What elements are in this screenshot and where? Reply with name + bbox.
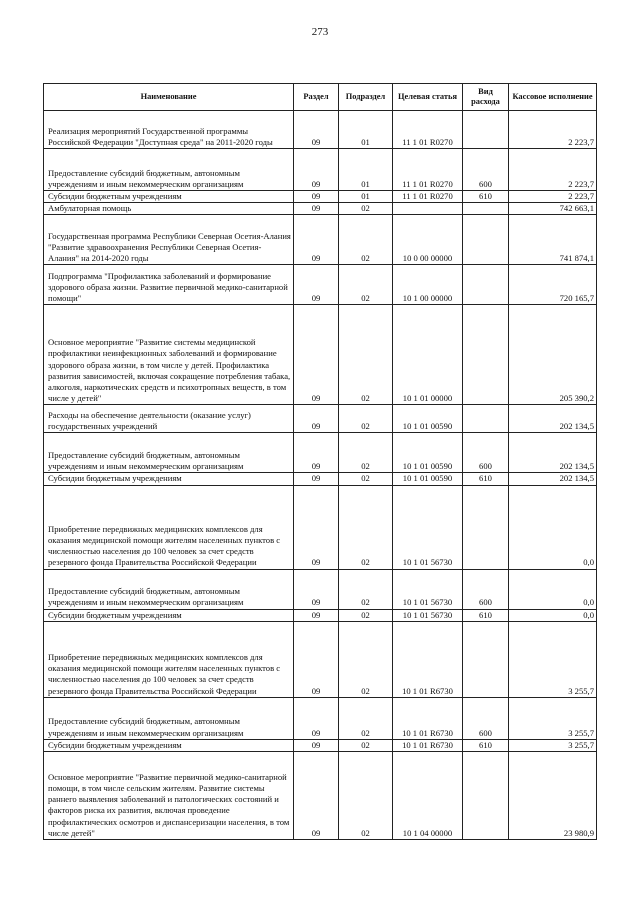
cell-podrazdel: 02	[339, 215, 393, 265]
cell-statya: 10 1 01 56730	[393, 485, 463, 569]
cell-vid	[463, 405, 509, 433]
table-row	[44, 191, 597, 203]
cell-vid	[463, 621, 509, 697]
cell-razdel: 09	[294, 621, 339, 697]
table-row	[44, 473, 597, 485]
cell-ispolnenie: 0,0	[509, 569, 597, 609]
cell-statya: 10 1 01 56730	[393, 569, 463, 609]
cell-razdel: 09	[294, 569, 339, 609]
cell-ispolnenie: 3 255,7	[509, 697, 597, 739]
header-ispolnenie: Кассовое исполнение	[509, 84, 597, 111]
cell-podrazdel: 01	[339, 191, 393, 203]
cell-ispolnenie: 205 390,2	[509, 305, 597, 405]
header-name: Наименование	[44, 84, 294, 111]
cell-ispolnenie: 2 223,7	[509, 149, 597, 191]
cell-vid	[463, 265, 509, 305]
cell-name: Предоставление субсидий бюджетным, автономным учреждениям и иным некоммерческим организациям	[44, 569, 294, 609]
cell-name: Основное мероприятие "Развитие первичной медико-санитарной помощи, в том числе сельским жителям. Развитие системы раннего выявления заболеваний и патологических состояний и факторов риска их развития, включая проведение профилактических осмотров и диспансеризации населения, в том числе детей"	[44, 752, 294, 840]
cell-vid	[463, 752, 509, 840]
cell-podrazdel: 02	[339, 697, 393, 739]
cell-name: Субсидии бюджетным учреждениям	[44, 739, 294, 751]
header-statya: Целевая статья	[393, 84, 463, 111]
cell-statya: 10 0 00 00000	[393, 215, 463, 265]
cell-vid: 610	[463, 609, 509, 621]
cell-razdel: 09	[294, 739, 339, 751]
cell-podrazdel: 01	[339, 149, 393, 191]
cell-statya: 10 1 01 R6730	[393, 621, 463, 697]
header-razdel: Раздел	[294, 84, 339, 111]
cell-name: Амбулаторная помощь	[44, 203, 294, 215]
cell-vid: 610	[463, 473, 509, 485]
cell-statya: 10 1 00 00000	[393, 265, 463, 305]
cell-razdel: 09	[294, 149, 339, 191]
cell-name: Субсидии бюджетным учреждениям	[44, 473, 294, 485]
cell-statya: 11 1 01 R0270	[393, 111, 463, 149]
cell-ispolnenie: 3 255,7	[509, 621, 597, 697]
cell-statya	[393, 203, 463, 215]
table-row	[44, 621, 597, 697]
cell-podrazdel: 02	[339, 405, 393, 433]
cell-podrazdel: 02	[339, 203, 393, 215]
cell-razdel: 09	[294, 191, 339, 203]
table-row	[44, 215, 597, 265]
cell-podrazdel: 01	[339, 111, 393, 149]
cell-podrazdel: 02	[339, 569, 393, 609]
table-row	[44, 305, 597, 405]
cell-podrazdel: 02	[339, 621, 393, 697]
table-row	[44, 265, 597, 305]
cell-vid: 610	[463, 739, 509, 751]
cell-razdel: 09	[294, 305, 339, 405]
cell-ispolnenie: 0,0	[509, 485, 597, 569]
cell-vid: 610	[463, 191, 509, 203]
table-row	[44, 609, 597, 621]
cell-name: Субсидии бюджетным учреждениям	[44, 191, 294, 203]
cell-razdel: 09	[294, 697, 339, 739]
cell-razdel: 09	[294, 752, 339, 840]
cell-podrazdel: 02	[339, 739, 393, 751]
cell-statya: 11 1 01 R0270	[393, 149, 463, 191]
table-row	[44, 433, 597, 473]
cell-podrazdel: 02	[339, 473, 393, 485]
cell-name: Реализация мероприятий Государственной программы Российской Федерации "Доступная среда" на 2011-2020 годы	[44, 111, 294, 149]
table-row	[44, 405, 597, 433]
cell-vid: 600	[463, 433, 509, 473]
cell-statya: 10 1 01 00590	[393, 473, 463, 485]
cell-ispolnenie: 202 134,5	[509, 405, 597, 433]
cell-podrazdel: 02	[339, 609, 393, 621]
cell-vid	[463, 305, 509, 405]
table-row	[44, 149, 597, 191]
cell-name: Предоставление субсидий бюджетным, автономным учреждениям и иным некоммерческим организациям	[44, 433, 294, 473]
cell-razdel: 09	[294, 485, 339, 569]
cell-ispolnenie: 2 223,7	[509, 191, 597, 203]
cell-vid	[463, 215, 509, 265]
cell-vid: 600	[463, 149, 509, 191]
header-podrazdel: Подраздел	[339, 84, 393, 111]
cell-ispolnenie: 741 874,1	[509, 215, 597, 265]
table-row	[44, 111, 597, 149]
cell-statya: 10 1 01 00590	[393, 405, 463, 433]
cell-name: Государственная программа Республики Северная Осетия-Алания "Развитие здравоохранения Республики Северная Осетия-Алания" на 2014-2020 годы	[44, 215, 294, 265]
header-vid: Вид расхода	[463, 84, 509, 111]
table-header-row	[44, 84, 597, 111]
budget-table	[43, 83, 597, 840]
cell-ispolnenie: 3 255,7	[509, 739, 597, 751]
cell-name: Приобретение передвижных медицинских комплексов для оказания медицинской помощи жителям населенных пунктов с численностью населения до 100 человек за счет средств резервного фонда Правительства Российской Федерации	[44, 485, 294, 569]
cell-ispolnenie: 23 980,9	[509, 752, 597, 840]
cell-podrazdel: 02	[339, 752, 393, 840]
cell-ispolnenie: 0,0	[509, 609, 597, 621]
table-row	[44, 203, 597, 215]
cell-razdel: 09	[294, 111, 339, 149]
cell-statya: 11 1 01 R0270	[393, 191, 463, 203]
cell-podrazdel: 02	[339, 305, 393, 405]
cell-razdel: 09	[294, 203, 339, 215]
cell-razdel: 09	[294, 265, 339, 305]
cell-ispolnenie: 202 134,5	[509, 473, 597, 485]
table-row	[44, 739, 597, 751]
cell-name: Предоставление субсидий бюджетным, автономным учреждениям и иным некоммерческим организациям	[44, 149, 294, 191]
cell-razdel: 09	[294, 609, 339, 621]
cell-vid	[463, 111, 509, 149]
cell-vid	[463, 203, 509, 215]
table-body	[44, 111, 597, 840]
cell-statya: 10 1 01 R6730	[393, 739, 463, 751]
cell-razdel: 09	[294, 215, 339, 265]
table-row	[44, 485, 597, 569]
cell-statya: 10 1 01 56730	[393, 609, 463, 621]
cell-razdel: 09	[294, 473, 339, 485]
cell-podrazdel: 02	[339, 433, 393, 473]
cell-name: Основное мероприятие "Развитие системы медицинской профилактики неинфекционных заболеваний и формирование здорового образа жизни, в том числе у детей. Профилактика развития зависимостей, включая сокращение потребления табака, алкоголя, наркотических средств и психотропных веществ, в том числе у детей"	[44, 305, 294, 405]
cell-name: Приобретение передвижных медицинских комплексов для оказания медицинской помощи жителям населенных пунктов с численностью населения до 100 человек за счет средств резервного фонда Правительства Российской Федерации	[44, 621, 294, 697]
cell-name: Предоставление субсидий бюджетным, автономным учреждениям и иным некоммерческим организациям	[44, 697, 294, 739]
cell-vid: 600	[463, 569, 509, 609]
cell-razdel: 09	[294, 405, 339, 433]
cell-name: Подпрограмма "Профилактика заболеваний и формирование здорового образа жизни. Развитие первичной медико-санитарной помощи"	[44, 265, 294, 305]
cell-podrazdel: 02	[339, 265, 393, 305]
cell-name: Субсидии бюджетным учреждениям	[44, 609, 294, 621]
cell-statya: 10 1 01 R6730	[393, 697, 463, 739]
cell-ispolnenie: 202 134,5	[509, 433, 597, 473]
page-number: 273	[311, 26, 329, 38]
cell-razdel: 09	[294, 433, 339, 473]
cell-vid: 600	[463, 697, 509, 739]
cell-vid	[463, 485, 509, 569]
cell-name: Расходы на обеспечение деятельности (оказание услуг) государственных учреждений	[44, 405, 294, 433]
cell-statya: 10 1 04 00000	[393, 752, 463, 840]
cell-ispolnenie: 742 663,1	[509, 203, 597, 215]
table-row	[44, 569, 597, 609]
table-row	[44, 752, 597, 840]
cell-ispolnenie: 2 223,7	[509, 111, 597, 149]
cell-podrazdel: 02	[339, 485, 393, 569]
cell-statya: 10 1 01 00000	[393, 305, 463, 405]
cell-ispolnenie: 720 165,7	[509, 265, 597, 305]
table-row	[44, 697, 597, 739]
cell-statya: 10 1 01 00590	[393, 433, 463, 473]
